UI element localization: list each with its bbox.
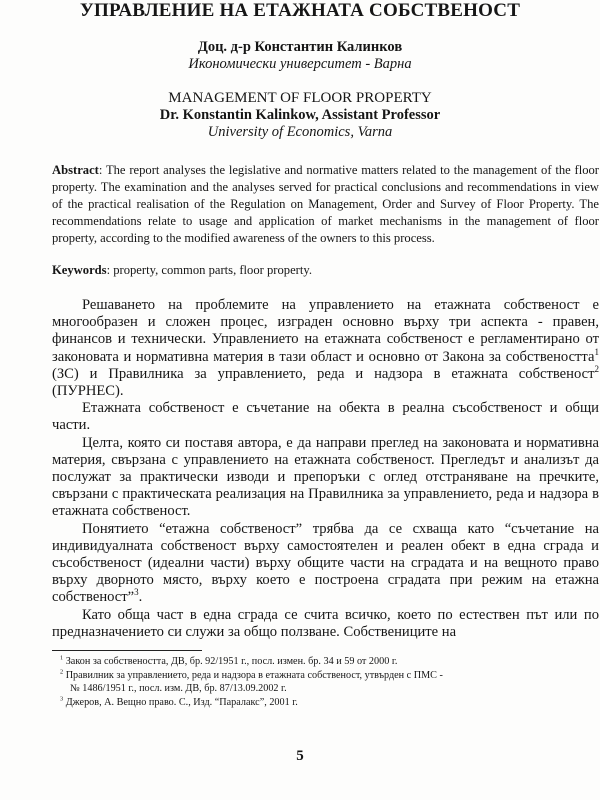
author-affiliation-bg: Икономически университет - Варна bbox=[188, 56, 412, 72]
abstract-block bbox=[52, 162, 599, 247]
keywords-text: : property, common parts, floor property. bbox=[106, 263, 312, 277]
body-text bbox=[52, 297, 599, 641]
footnotes bbox=[60, 655, 595, 709]
footnote-3 bbox=[60, 696, 595, 710]
paragraph-text: (ПУРНЕС). bbox=[52, 383, 124, 400]
footnote-2 bbox=[60, 669, 595, 683]
footnote-text: Закон за собствеността, ДВ, бр. 92/1951 г., посл. измен. бр. 34 и 59 от 2000 г. bbox=[63, 656, 398, 667]
paper-title-en: MANAGEMENT OF FLOOR PROPERTY bbox=[168, 90, 432, 106]
paragraph-text: Решаването на проблемите на управлението на етажната собственост е многообразен и сложен процес, изграден основно върху три аспекта - правен, финансов и технически. Управлението на етажната собственост е регламентирано от законовата и нормативна материя в тази област и основно от Закона за собствеността bbox=[52, 297, 599, 365]
footnote-ref-3[interactable]: 3 bbox=[134, 587, 139, 598]
paragraph-text: Понятието “етажна собственост” трябва да се схваща като “съчетание на индивидуалната собственост върху самостоятелен и реален обект в една сграда и съсобственост (идеални части) върху общите части на сградата и на вещното право върху дворното място, върху което е построена сградата при режим на етажна собственост” bbox=[52, 520, 599, 606]
footnote-1 bbox=[60, 655, 595, 669]
abstract-label: Abstract bbox=[52, 163, 99, 177]
footnote-number: 2 bbox=[60, 668, 64, 676]
body-paragraph-5: Като обща част в една сграда се счита всичко, което по естествен път или по предназначението си служи за общо ползване. Собствениците на bbox=[52, 606, 599, 640]
paper-title-bg: УПРАВЛЕНИЕ НА ЕТАЖНАТА СОБСТВЕНОСТ bbox=[79, 0, 521, 21]
body-paragraph-1 bbox=[52, 297, 599, 400]
footnote-ref-1[interactable]: 1 bbox=[594, 346, 599, 357]
author-name-en: Dr. Konstantin Kalinkow, Assistant Professor bbox=[159, 107, 441, 123]
paragraph-text: (ЗС) и Правилника за управлението, реда и надзора в етажната собственост bbox=[52, 365, 595, 382]
footnote-2-continued: № 1486/1951 г., посл. изм. ДВ, бр. 87/13.09.2002 г. bbox=[70, 683, 287, 694]
footnote-number: 3 bbox=[60, 695, 64, 703]
author-affiliation-en: University of Economics, Varna bbox=[207, 124, 393, 140]
paragraph-text: . bbox=[138, 589, 143, 606]
footnote-number: 1 bbox=[60, 654, 64, 662]
footnote-text: Правилник за управлението, реда и надзора в етажната собственост, утвърден с ПМС - bbox=[63, 669, 443, 681]
footnote-divider bbox=[52, 650, 202, 651]
page-number: 5 bbox=[296, 748, 304, 764]
footnote-ref-2[interactable]: 2 bbox=[594, 363, 599, 374]
keywords-label: Keywords bbox=[52, 263, 107, 277]
body-paragraph-4 bbox=[52, 521, 599, 607]
abstract-text: : The report analyses the legislative and normative matters related to the management of the floor property. The examination and the analyses served for practical conclusions and recommendations in view of the practical realisation of the Regulation on Management, Order and Survey of Floor Property. The recommendations relate to usage and application of market mechanisms in the management of floor property, according to the modified awareness of the owners to this process. bbox=[52, 163, 599, 245]
body-paragraph-3: Целта, която си поставя автора, е да направи преглед на законовата и нормативна материя, свързана с управлението на етажната собственост. Прегледът и анализът да послужат за практически изводи и препоръки с оглед отстраняване на пречките, свързани с практическата реализация на Правилника за управлението, реда и надзора в етажната собственост. bbox=[52, 434, 599, 520]
body-paragraph-2: Етажната собственост е съчетание на обекта в реална съсобственост и общи части. bbox=[52, 400, 599, 434]
footnote-text: Джеров, А. Вещно право. С., Изд. “Паралакс”, 2001 г. bbox=[63, 696, 298, 708]
keywords-line bbox=[52, 262, 599, 279]
author-name-bg: Доц. д-р Константин Калинков bbox=[197, 39, 403, 55]
